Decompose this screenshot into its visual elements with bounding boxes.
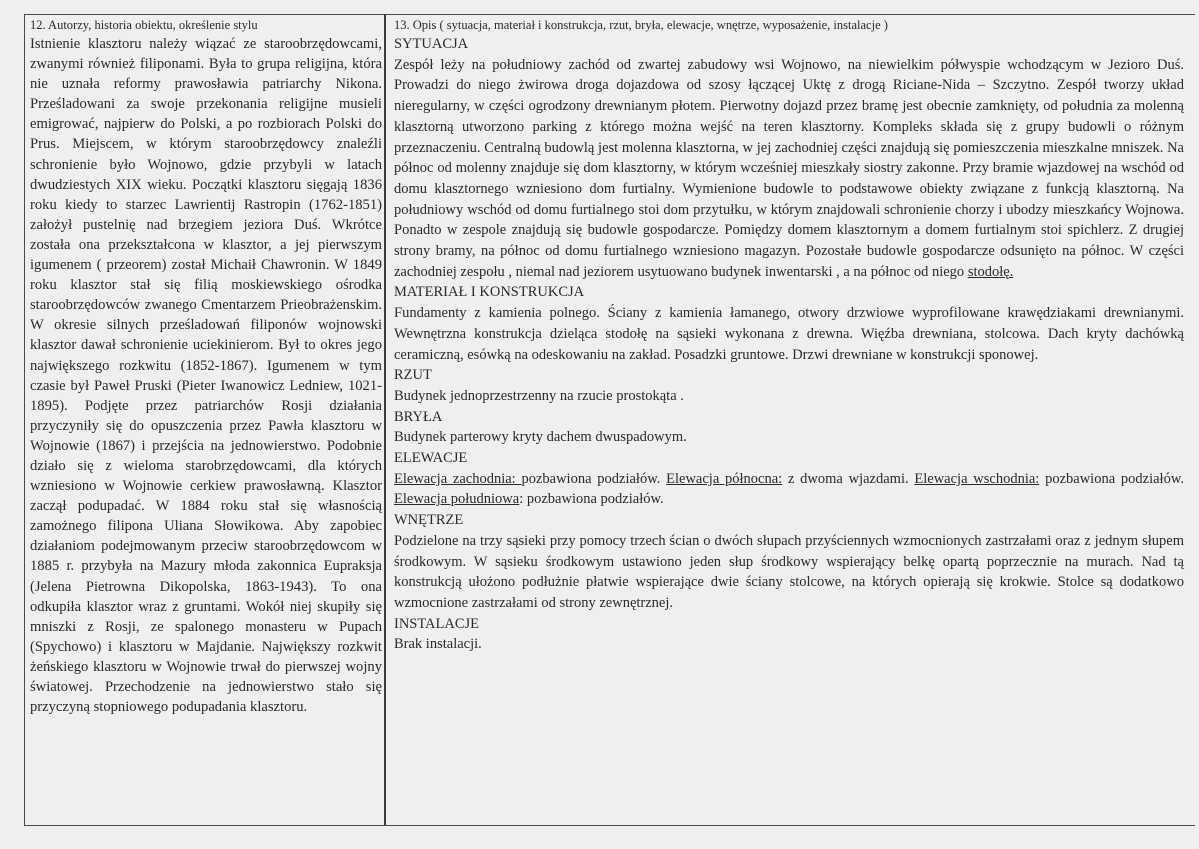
section-wnetrze-heading: WNĘTRZE xyxy=(394,512,464,529)
elewacja-zachodnia-text: pozbawiona podziałów. xyxy=(521,470,667,487)
elewacja-wschodnia-text: pozbawiona podziałów. xyxy=(1039,470,1184,487)
section-rzut-text: Budynek jednoprzestrzenny na rzucie prostokąta . xyxy=(394,387,684,404)
elewacja-poludniowa-label: Elewacja południowa xyxy=(394,491,520,508)
description-heading: 13. Opis ( sytuacja, materiał i konstrukcja, rzut, bryła, elewacje, wnętrze, wyposażenie, instalacje ) xyxy=(394,18,888,32)
history-column xyxy=(30,16,382,717)
stodola-link-text: stodołę. xyxy=(967,263,1014,280)
sytuacja-text: Zespół leży na południowy zachód od zwartej zabudowy wsi Wojnowo, na niewielkim półwyspie wchodzącym w Jezioro Duś. Prowadzi do niego żwirowa droga dojazdowa od szosy łączącej Uktę z drogą Riciane-Nida – Szczytno. Zespół tworzy układ nieregularny, w części ogrodzony drewnianym płotem. Pierwotny dojazd przez bramę jest obecnie zamknięty, od południa za molenną klasztorną utworzono parking z którego można wejść na teren klasztorny. Kompleks składa się z grupy budowli o różnym przeznaczeniu. Centralną budowlą jest molenna klasztorna, w jej zachodniej części znajdują się pomieszczenia mieszkalne mniszek. Na północ od molenny znajduje się dom klasztorny, w którym wcześniej mieszkały siostry zakonne. Przy bramie wjazdowej na wschód od domu klasztornego wzniesiono dom furtialny. Wymienione budowle to podstawowe obiekty związane z funkcją klasztorną. Na południowy wschód od domu furtialnego stoi dom przytułku, w którym znajdowali schronienie chorzy i ubodzy mieszkańcy Wojnowa. Ponadto w zespole znajdują się budowle gospodarcze. Pomiędzy domem klasztornym a domem furtialnym stoi spichlerz. Z drugiej strony bramy, na północ od domu furtialnego wzniesiono magazyn. Pozostałe budowle gospodarcze odsunięto na północ. W części zachodniej zespołu , niemal nad jeziorem usytuowano budynek inwentarski , a na północ od niego xyxy=(394,56,1184,280)
elewacja-wschodnia-label: Elewacja wschodnia: xyxy=(914,470,1040,487)
section-bryla-heading: BRYŁA xyxy=(394,408,443,425)
elewacja-poludniowa-text: : pozbawiona podziałów. xyxy=(519,491,664,508)
elewacja-polnocna-label: Elewacja północna: xyxy=(666,470,783,487)
section-sytuacja-text xyxy=(394,55,1184,283)
section-material-heading: MATERIAŁ I KONSTRUKCJA xyxy=(394,284,585,301)
history-heading: 12. Autorzy, historia obiektu, określenie stylu xyxy=(30,18,258,32)
elewacja-polnocna-text: z dwoma wjazdami. xyxy=(782,470,915,487)
section-material-text: Fundamenty z kamienia polnego. Ściany z kamienia łamanego, otwory drzwiowe wyprofilowane krawędziakami drewnianymi. Wewnętrzna konstrukcja dzieląca stodołę na sąsieki wykonana z drewna. Więźba drewniana, stolcowa. Dach kryty dachówką ceramiczną, esówką na odeskowaniu na zakład. Posadzki gruntowe. Drzwi drewniane w konstrukcji sponowej. xyxy=(394,305,1184,363)
column-divider xyxy=(384,14,386,825)
section-bryla-text: Budynek parterowy kryty dachem dwuspadowym. xyxy=(394,429,687,446)
section-wnetrze-text: Podzielone na trzy sąsieki przy pomocy trzech ścian o dwóch słupach przyściennych wzmocnionych zastrzałami oraz z jednym słupem środkowym. W sąsieku środkowym ustawiono jeden słup środkowy wspierający belkę opartą poprzecznie na murach. Nad tą konstrukcją ułożono podłużnie płatwie wspierające dwie ściany stolcowe, na których opierają się krokwie. Stolce są dodatkowo wzmocnione zastrzałami od strony zewnętrznej. xyxy=(394,532,1184,611)
history-text: Istnienie klasztoru należy wiązać ze staroobrzędowcami, zwanymi również filiponami. Była to grupa religijna, która nie uznała reformy prawosławia patriarchy Nikona. Prześladowani za swoje przekonania religijne musieli emigrować, najpierw do Polski, a po rozbiorach Polski do Prus. Miejscem, w którym staroobrzędowcy znaleźli schronienie było Wojnowo, gdzie przybyli w latach dwudziestych XIX wieku. Początki klasztoru sięgają 1836 roku kiedy to starzec Lawrientij Rastropin (1762-1851) założył pustelnię nad brzegiem jeziora Duś. Wkrótce została ona przekształcona w klasztor, a jej pierwszym igumenem ( przeorem) został Michaił Chawronin. W 1849 roku klasztor stał się filią moskiewskiego ośrodka staroobrzędowców zwanego Cmentarzem Prieobrażenskim. W okresie silnych prześladowań filiponów wojnowski klasztor dawał schronienie uciekinierom. Był to okres jego największego rozkwitu (1852-1867). Igumenem w tym czasie był Paweł Pruski (Pieter Iwanowicz Ledniew, 1021-1895). Podjęte przez patriarchów Rosji działania przyczyniły się do opuszczenia przez Pawła klasztoru w Wojnowie (1867) i przejścia na jednowierstwo. Podobnie działo się z wieloma starobrzędowcami, dla których wzniesiono w Wojnowie cerkiew prawosławną. Klasztor zaczął podupadać. W 1884 roku stał się własnością zamożnego filipona Uliana Słowikowa. Aby zapobiec działaniom podejmowanym przeciw staroobrzędowcom w 1885 r. przybyła na Mazury młoda zakonnica Eupraksja (Jelena Pietrowna Dikopolska, 1863-1943). To ona odkupiła klasztor wraz z gruntami. Wokół niej skupiły się mniszki z Rosji, ze spalonego monasteru w Pupach (Spychowo) i klasztoru w Majdanie. Największy rozkwit żeńskiego klasztoru w Wojnowie trwał do pierwszej wojny światowej. Przechodzenie na jednowierstwo stało się przyczyną stopniowego podupadania klasztoru. xyxy=(30,36,382,716)
elewacja-zachodnia-label: Elewacja zachodnia: xyxy=(394,470,522,487)
section-sytuacja-heading: SYTUACJA xyxy=(394,36,469,52)
section-rzut-heading: RZUT xyxy=(394,367,432,384)
section-instalacje-text: Brak instalacji. xyxy=(394,636,482,653)
description-column xyxy=(394,16,1184,655)
section-elewacje-text xyxy=(394,469,1184,510)
section-elewacje-heading: ELEWACJE xyxy=(394,450,468,467)
section-instalacje-heading: INSTALACJE xyxy=(394,615,480,632)
